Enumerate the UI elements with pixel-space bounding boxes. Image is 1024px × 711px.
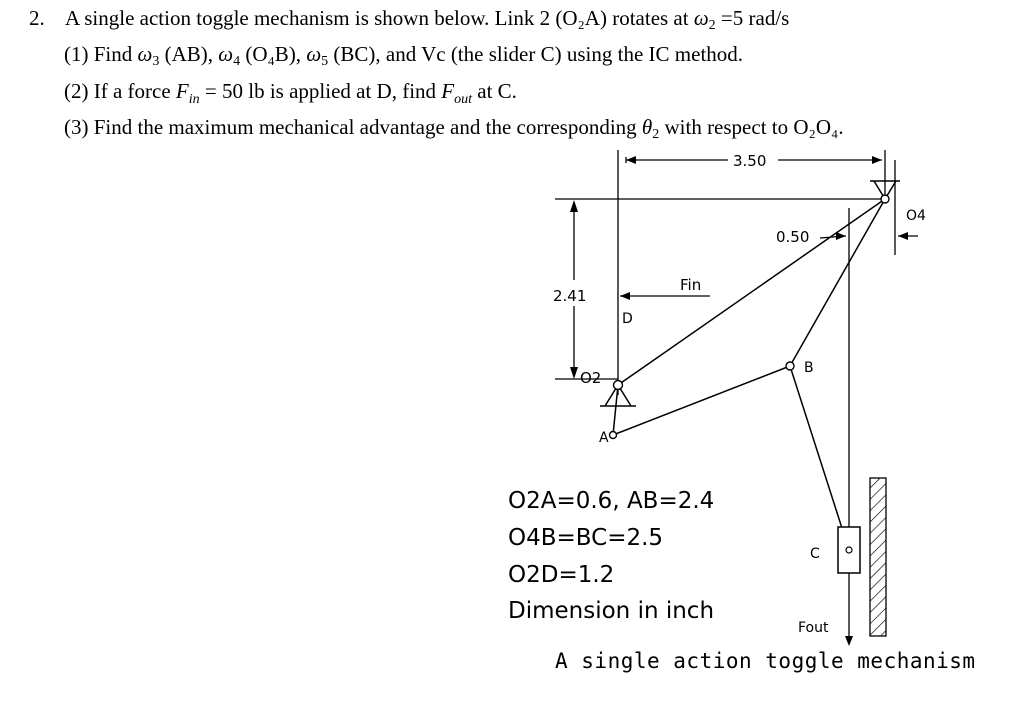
- ground-wall: [870, 478, 886, 636]
- theta2-symbol: θ: [641, 115, 653, 139]
- omega4-subscript: 4: [233, 54, 241, 69]
- omega3-symbol: ω: [137, 42, 153, 66]
- omega5-subscript: 5: [321, 54, 329, 69]
- label-fin: Fin: [680, 276, 702, 294]
- part-2-suffix: at C.: [472, 79, 517, 103]
- info-line-2: O4B=BC=2.5: [508, 525, 664, 551]
- link-b-c: [790, 366, 849, 550]
- label-fout: Fout: [798, 620, 829, 636]
- theta2-subscript: 2: [652, 127, 660, 142]
- part-3-prefix: (3) Find the maximum mechanical advantage and the corresponding: [64, 115, 642, 139]
- slider-c: [838, 527, 860, 573]
- figure-info: [508, 488, 714, 624]
- omega3-subscript: 3: [152, 54, 160, 69]
- dim-offset-label: 0.50: [776, 228, 810, 246]
- link-a-b: [613, 366, 790, 435]
- f-in-value: = 50 lb is applied at D, find: [199, 79, 442, 103]
- figure-caption: A single action toggle mechanism: [555, 649, 976, 673]
- f-in-subscript: in: [188, 92, 200, 107]
- part-1-prefix: (1) Find: [64, 42, 138, 66]
- label-o2: O2: [580, 369, 602, 387]
- omega4-symbol: ω: [218, 42, 234, 66]
- dim-horizontal-label: 3.50: [733, 152, 767, 170]
- label-o4: O4: [906, 208, 926, 224]
- dimension-arrowheads: [570, 156, 908, 379]
- part-2-prefix: (2) If a force: [64, 79, 176, 103]
- f-out-subscript: out: [454, 92, 473, 107]
- label-b: B: [804, 360, 814, 376]
- omega3-text: (AB),: [159, 42, 219, 66]
- info-line-4: Dimension in inch: [508, 598, 715, 624]
- info-line-3: O2D=1.2: [508, 562, 615, 588]
- info-line-1: O2A=0.6, AB=2.4: [508, 488, 715, 514]
- f-out-symbol: F: [441, 79, 455, 103]
- label-d: D: [622, 311, 633, 327]
- omega2-symbol: ω: [693, 6, 709, 30]
- omega5-text: (BC), and Vc (the slider C) using the IC method.: [328, 42, 744, 66]
- omega5-symbol: ω: [306, 42, 322, 66]
- problem-number: 2.: [29, 6, 45, 30]
- omega4-text: (O₄B),: [240, 42, 307, 66]
- omega2-subscript: 2: [708, 18, 716, 33]
- dim-vertical-label: 2.41: [553, 287, 587, 305]
- label-c: C: [810, 546, 820, 562]
- label-a: A: [599, 430, 609, 446]
- part-3-suffix: with respect to O₂O₄.: [659, 115, 844, 139]
- output-force-arrow: [845, 575, 853, 646]
- link-o4-b: [790, 199, 885, 366]
- problem-intro: A single action toggle mechanism is shown below. Link 2 (O₂A) rotates at: [65, 6, 694, 30]
- omega2-value: =5 rad/s: [715, 6, 790, 30]
- link-o2-d-extended: [618, 199, 885, 385]
- mechanism-joints: [610, 195, 890, 439]
- f-in-symbol: F: [175, 79, 189, 103]
